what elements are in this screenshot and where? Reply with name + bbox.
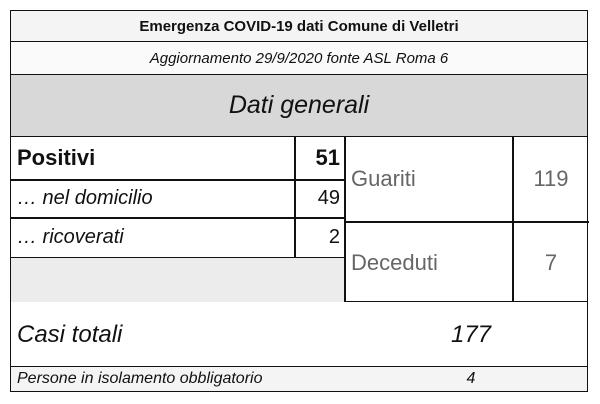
guariti-label: Guariti xyxy=(351,166,416,191)
isolamento-row xyxy=(11,367,587,391)
section-title: Dati generali xyxy=(11,75,587,137)
casi-totali-row xyxy=(11,302,587,367)
domicilio-label: … nel domicilio xyxy=(17,187,153,209)
divider xyxy=(344,137,346,302)
positivi-value: 51 xyxy=(315,145,340,170)
ricoverati-label: … ricoverati xyxy=(17,226,124,248)
empty-cell xyxy=(11,258,344,302)
positivi-label: Positivi xyxy=(17,145,96,170)
guariti-value: 119 xyxy=(533,166,569,191)
casi-totali-value: 177 xyxy=(450,320,492,348)
domicilio-value: 49 xyxy=(317,187,340,209)
update-subtitle: Aggiornamento 29/9/2020 fonte ASL Roma 6 xyxy=(11,42,587,75)
isolamento-value: 4 xyxy=(466,370,476,387)
divider xyxy=(344,221,589,223)
casi-totali-label: Casi totali xyxy=(17,320,123,348)
table-title: Emergenza COVID-19 dati Comune di Velletri xyxy=(11,11,587,42)
general-data-grid xyxy=(11,137,587,302)
isolamento-label: Persone in isolamento obbligatorio xyxy=(17,370,263,387)
ricoverati-value: 2 xyxy=(328,226,340,248)
deceduti-value: 7 xyxy=(544,250,558,275)
covid-data-table xyxy=(10,10,588,392)
deceduti-label: Deceduti xyxy=(351,250,438,275)
